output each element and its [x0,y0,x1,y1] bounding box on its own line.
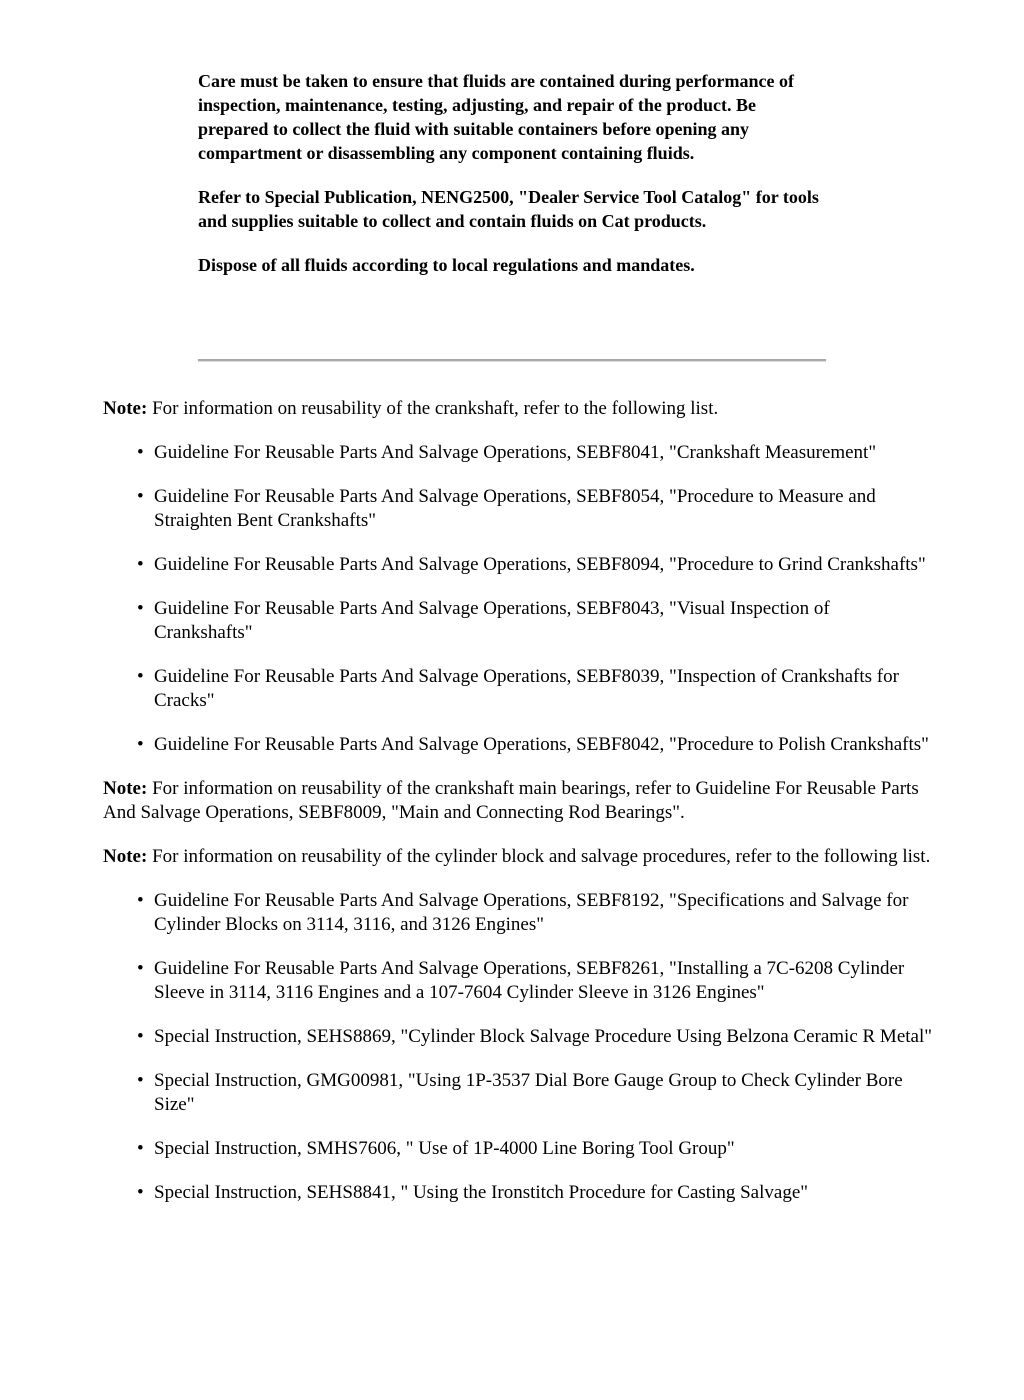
list-item [137,597,933,645]
list-item-text: Special Instruction, SEHS8869, "Cylinder Block Salvage Procedure Using Belzona Ceramic R Metal" [154,1026,932,1047]
list-item-text: Guideline For Reusable Parts And Salvage Operations, SEBF8043, "Visual Inspection of Crankshafts" [154,598,830,643]
main-content [103,397,933,1225]
bullet-icon: • [137,666,144,687]
list-item [137,733,933,757]
bullet-icon: • [137,486,144,507]
list-item-text: Guideline For Reusable Parts And Salvage Operations, SEBF8054, "Procedure to Measure and Straighten Bent Crankshafts" [154,486,876,531]
note-text: For information on reusability of the crankshaft, refer to the following list. [147,398,719,419]
bullet-icon: • [137,1070,144,1091]
warning-paragraph-disposal: Dispose of all fluids according to local regulations and mandates. [198,255,695,275]
list-item-text: Guideline For Reusable Parts And Salvage Operations, SEBF8039, "Inspection of Crankshafts for Cracks" [154,666,899,711]
list-item-text: Guideline For Reusable Parts And Salvage Operations, SEBF8042, "Procedure to Polish Crankshafts" [154,734,929,755]
horizontal-divider [198,359,826,362]
list-item [137,1137,933,1161]
list-item [137,1181,933,1205]
bullet-icon: • [137,890,144,911]
note-main-bearings-reusability [103,777,933,825]
list-item [137,665,933,713]
list-item [137,485,933,533]
fluid-warning-block [198,69,826,297]
list-item [137,957,933,1005]
list-item [137,441,933,465]
cylinder-block-reference-list [103,889,933,1205]
bullet-icon: • [137,554,144,575]
bullet-icon: • [137,1026,144,1047]
list-item-text: Guideline For Reusable Parts And Salvage Operations, SEBF8192, "Specifications and Salvage for Cylinder Blocks on 3114, 3116, and 3126 Engines" [154,890,909,935]
bullet-icon: • [137,734,144,755]
warning-paragraph-containment: Care must be taken to ensure that fluids are contained during performance of inspection, maintenance, testing, adjusting, and repair of the product. Be prepared to collect the fluid with suitable containers before opening any compartment or disassembling any component containing fluids. [198,71,794,163]
list-item-text: Special Instruction, SMHS7606, " Use of 1P-4000 Line Boring Tool Group" [154,1138,735,1159]
note-label: Note: [103,846,148,867]
note-label: Note: [103,398,148,419]
note-label: Note: [103,778,148,799]
note-cylinder-block-reusability [103,845,933,869]
crankshaft-reference-list [103,441,933,757]
bullet-icon: • [137,598,144,619]
bullet-icon: • [137,442,144,463]
note-crankshaft-reusability [103,397,933,421]
list-item-text: Guideline For Reusable Parts And Salvage Operations, SEBF8261, "Installing a 7C-6208 Cylinder Sleeve in 3114, 3116 Engines and a 107-7604 Cylinder Sleeve in 3126 Engines" [154,958,905,1003]
bullet-icon: • [137,958,144,979]
list-item-text: Guideline For Reusable Parts And Salvage Operations, SEBF8041, "Crankshaft Measurement" [154,442,877,463]
warning-paragraph-tool-catalog: Refer to Special Publication, NENG2500, "Dealer Service Tool Catalog" for tools and supplies suitable to collect and contain fluids on Cat products. [198,187,819,231]
note-text: For information on reusability of the cylinder block and salvage procedures, refer to the following list. [147,846,931,867]
bullet-icon: • [137,1182,144,1203]
list-item-text: Special Instruction, GMG00981, "Using 1P-3537 Dial Bore Gauge Group to Check Cylinder Bore Size" [154,1070,903,1115]
bullet-icon: • [137,1138,144,1159]
note-text: For information on reusability of the crankshaft main bearings, refer to Guideline For Reusable Parts And Salvage Operations, SEBF8009, "Main and Connecting Rod Bearings". [103,778,919,823]
list-item-text: Guideline For Reusable Parts And Salvage Operations, SEBF8094, "Procedure to Grind Crankshafts" [154,554,926,575]
list-item [137,889,933,937]
list-item [137,1025,933,1049]
list-item-text: Special Instruction, SEHS8841, " Using the Ironstitch Procedure for Casting Salvage" [154,1182,809,1203]
list-item [137,553,933,577]
list-item [137,1069,933,1117]
